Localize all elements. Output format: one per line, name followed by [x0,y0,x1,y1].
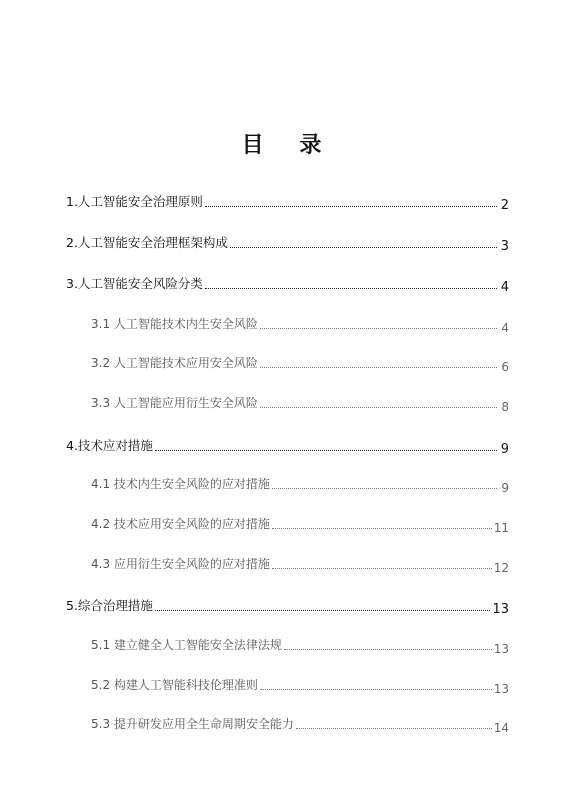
toc-page-number: 9 [500,442,509,457]
toc-leader-dots [155,610,491,611]
toc-entry-label: 4.2 技术应用安全风险的应对措施 [91,517,270,531]
toc-leader-dots [260,407,497,408]
toc-entry[interactable] [91,715,509,735]
toc-leader-dots [272,568,492,569]
toc-entry[interactable] [91,354,509,374]
toc-entry[interactable] [91,515,509,535]
toc-leader-dots [272,528,492,529]
toc-entry[interactable] [66,192,509,213]
toc-leader-dots [205,288,497,289]
toc-entry[interactable] [66,436,509,457]
toc-page-number: 2 [500,198,509,213]
toc-entry-label: 2.人工智能安全治理框架构成 [66,235,228,250]
toc-entry[interactable] [91,555,509,575]
toc-leader-dots [296,728,492,729]
toc-page-number: 4 [500,280,509,295]
toc-entry-label: 3.人工智能安全风险分类 [66,276,203,291]
toc-page-number: 14 [493,721,509,735]
toc-page-number: 11 [493,521,509,535]
toc-page-number: 6 [501,360,509,374]
toc-entry[interactable] [91,315,509,335]
toc-entry[interactable] [91,676,509,696]
toc-leader-dots [272,488,497,489]
toc-entry-label: 4.3 应用衍生安全风险的应对措施 [91,557,270,571]
toc-entry-label: 5.3 提升研发应用全生命周期安全能力 [91,717,294,731]
toc-entry[interactable] [66,596,509,617]
toc-entry-label: 5.综合治理措施 [66,598,153,613]
toc-entry-label: 4.1 技术内生安全风险的应对措施 [91,477,270,491]
toc-page-number: 13 [493,642,509,656]
toc-entry-label: 3.3 人工智能应用衍生安全风险 [91,396,258,410]
toc-leader-dots [260,689,492,690]
toc-entry-label: 1.人工智能安全治理原则 [66,194,203,209]
toc-page-number: 4 [501,321,509,335]
toc-entry[interactable] [91,394,509,414]
toc-entry-label: 5.1 建立健全人工智能安全法律法规 [91,638,282,652]
toc-page-number: 13 [492,602,509,617]
toc-entry[interactable] [91,636,509,656]
toc-page-number: 8 [501,400,509,414]
toc-page-number: 9 [501,481,509,495]
toc-leader-dots [260,367,497,368]
toc-leader-dots [205,206,497,207]
toc-entry-label: 3.1 人工智能技术内生安全风险 [91,317,258,331]
toc-entry[interactable] [66,274,509,295]
toc-page-number: 13 [493,682,509,696]
toc-leader-dots [260,328,497,329]
toc-entry-label: 5.2 构建人工智能科技伦理准则 [91,678,258,692]
toc-leader-dots [155,450,497,451]
toc-leader-dots [284,649,492,650]
toc-page-number: 12 [493,561,509,575]
toc-entry-label: 3.2 人工智能技术应用安全风险 [91,356,258,370]
toc-leader-dots [230,247,497,248]
toc-entry-label: 4.技术应对措施 [66,438,153,453]
toc-page-number: 3 [500,239,509,254]
page-title: 目 录 [241,132,336,158]
toc-entry[interactable] [66,233,509,254]
toc-entry[interactable] [91,475,509,495]
